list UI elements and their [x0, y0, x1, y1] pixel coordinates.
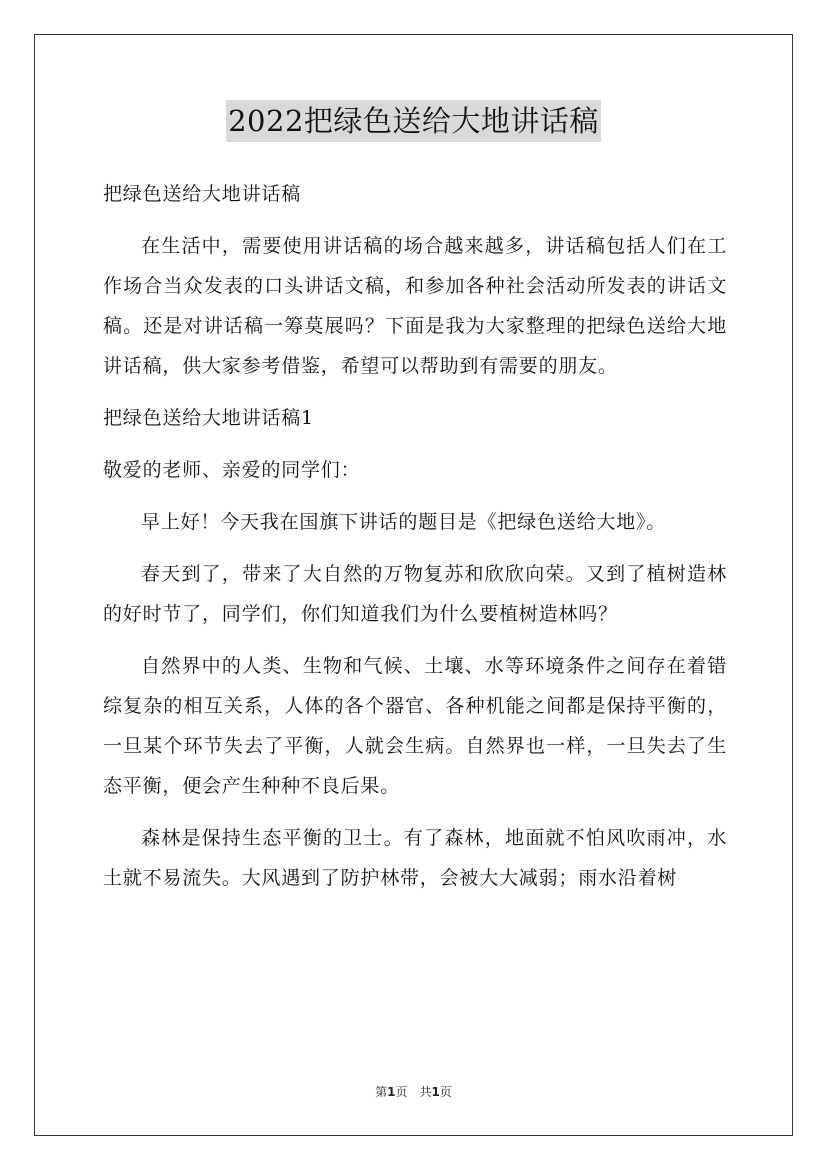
total-suffix: 页	[439, 1085, 452, 1099]
title-container	[0, 100, 827, 142]
paragraph: 把绿色送给大地讲话稿	[103, 183, 302, 205]
document-title: 2022把绿色送给大地讲话稿	[226, 100, 601, 142]
total-prefix: 共	[419, 1085, 432, 1099]
page-number: 1	[387, 1085, 396, 1099]
paragraph: 敬爱的老师、亲爱的同学们：	[103, 459, 361, 481]
paragraph: 早上好！今天我在国旗下讲话的题目是《把绿色送给大地》。	[141, 511, 667, 533]
page-prefix: 第	[375, 1085, 388, 1099]
document-body	[103, 174, 727, 910]
paragraph: 自然界中的人类、生物和气候、土壤、水等环境条件之间存在着错综复杂的相互关系，人体的各个器官、各种机能之间都是保持平衡的，一旦某个环节失去了平衡，人就会生病。自然界也一样，一旦失去了生态平衡，便会产生种种不良后果。	[103, 655, 727, 797]
total-pages: 1	[431, 1085, 440, 1099]
paragraph: 把绿色送给大地讲话稿1	[103, 407, 314, 429]
paragraph: 在生活中，需要使用讲话稿的场合越来越多，讲话稿包括人们在工作场合当众发表的口头讲话文稿，和参加各种社会活动所发表的讲话文稿。还是对讲话稿一筹莫展吗？下面是我为大家整理的把绿色送给大地讲话稿，供大家参考借鉴，希望可以帮助到有需要的朋友。	[103, 235, 727, 377]
page-suffix: 页	[395, 1085, 408, 1099]
paragraph: 春天到了，带来了大自然的万物复苏和欣欣向荣。又到了植树造林的好时节了，同学们，你们知道我们为什么要植树造林吗？	[103, 563, 727, 625]
paragraph: 森林是保持生态平衡的卫士。有了森林，地面就不怕风吹雨冲，水土就不易流失。大风遇到了防护林带，会被大大减弱；雨水沿着树	[103, 827, 727, 889]
page-footer	[0, 1083, 827, 1100]
